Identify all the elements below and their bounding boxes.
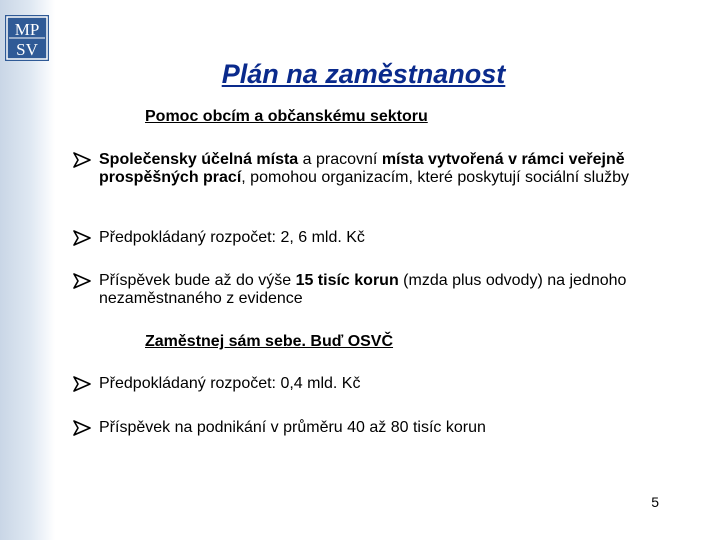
bullet-text: [99, 419, 673, 437]
arrowhead-bullet-icon: [73, 420, 91, 436]
logo-text-bottom: SV: [16, 40, 38, 59]
bullet-text-part: Příspěvek bude až do výše: [99, 272, 296, 289]
arrowhead-bullet-icon: [73, 376, 91, 392]
bullet-text: [99, 229, 673, 247]
bullet-text-part: , pomohou organizacím, které poskytují sociální služby: [241, 168, 630, 186]
arrowhead-bullet-icon: [73, 152, 91, 168]
bullet-text-part: (mzda plus odvody) na jednoho nezaměstnaného z evidence: [99, 272, 627, 307]
bullet-text-part: 15 tisíc korun: [295, 272, 399, 289]
bullet-item: [73, 419, 673, 437]
bullet-text: [99, 151, 673, 186]
bullet-text-part: Předpokládaný rozpočet: 0,4 mld. Kč: [99, 375, 361, 392]
bullet-text: [99, 272, 673, 307]
bullet-item: [73, 375, 673, 393]
section-heading-municipalities: Pomoc obcím a občanskému sektoru: [145, 108, 428, 125]
logo-text-top: MP: [14, 20, 40, 39]
bullet-item: [73, 151, 673, 186]
mpsv-logo-icon: [5, 15, 49, 61]
bullet-item: [73, 229, 673, 247]
bullet-text-part: Společensky účelná místa: [99, 151, 299, 168]
bullet-item: [73, 272, 673, 307]
bullet-text-part: místa vytvořená v rámci veřejně prospěšných prací: [99, 151, 625, 186]
page-number: 5: [651, 494, 659, 510]
arrowhead-bullet-icon: [73, 273, 91, 289]
slide-title: Plán na zaměstnanost: [221, 59, 506, 89]
bullet-text-part: Předpokládaný rozpočet: 2, 6 mld. Kč: [99, 229, 365, 246]
section-heading-self-employment: Zaměstnej sám sebe. Buď OSVČ: [145, 333, 394, 350]
bullet-text: [99, 375, 673, 393]
arrowhead-bullet-icon: [73, 230, 91, 246]
bullet-text-part: a pracovní: [298, 151, 382, 168]
bullet-text-part: Příspěvek na podnikání v průměru 40 až 80 tisíc korun: [99, 419, 486, 436]
